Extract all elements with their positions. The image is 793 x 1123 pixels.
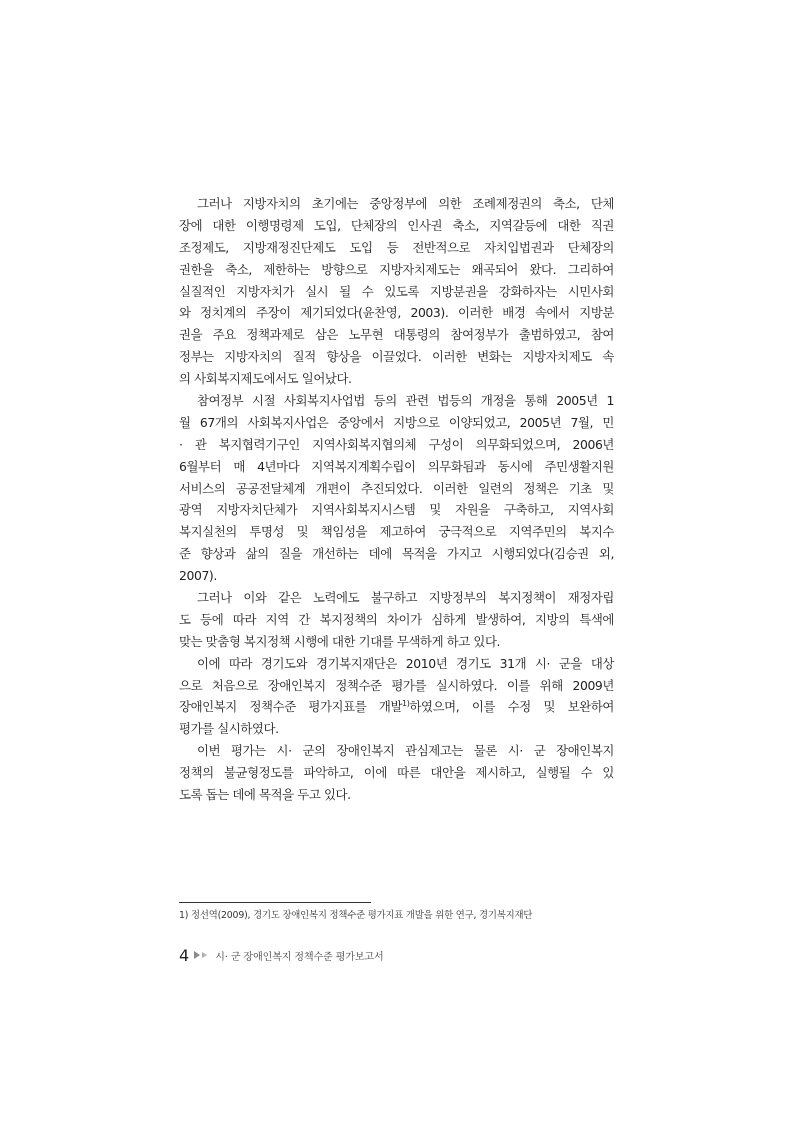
body-line: 의 사회복지제도에서도 일어났다. bbox=[179, 371, 352, 387]
body-line: 맞는 맞춤형 복지정책 시행에 대한 기대를 무색하게 하고 있다. bbox=[179, 633, 501, 649]
body-line: 복지실천의 투명성 및 책임성을 제고하여 궁극적으로 지역주민의 복지수 bbox=[179, 524, 614, 540]
body-line: · 관 복지협력기구인 지역사회복지협의체 구성이 의무화되었으며, 2006년 bbox=[179, 436, 614, 452]
body-line: 도록 돕는 데에 목적을 두고 있다. bbox=[179, 787, 351, 803]
body-line: 광역 지방자치단체가 지역사회복지시스템 및 자원을 구축하고, 지역사회 bbox=[179, 502, 614, 518]
footnote-divider bbox=[179, 902, 371, 903]
triangle-arrow-icon bbox=[194, 951, 200, 959]
body-line: 그러나 이와 같은 노력에도 불구하고 지방정부의 복지정책이 재정자립 bbox=[197, 590, 614, 606]
page-footer bbox=[179, 943, 384, 967]
body-line: 평가를 실시하였다. bbox=[179, 721, 279, 737]
body-line: 권한을 축소, 제한하는 방향으로 지방자치제도는 왜곡되어 왔다. 그리하여 bbox=[179, 261, 614, 277]
body-line-part: 장애인복지 정책수준 평가지표를 개발 bbox=[179, 699, 403, 715]
footnote-marker: 1) bbox=[402, 699, 410, 709]
body-line: 장에 대한 이행명령제 도입, 단체장의 인사권 축소, 지역갈등에 대한 직권 bbox=[179, 217, 614, 233]
body-line: 이번 평가는 시· 군의 장애인복지 관심제고는 물론 시· 군 장애인복지 bbox=[197, 743, 614, 759]
page-number: 4 bbox=[179, 945, 190, 965]
body-line: 월 67개의 사회복지사업은 중앙에서 지방으로 이양되었고, 2005년 7월, 민 bbox=[179, 414, 614, 430]
body-line: 참여정부 시절 사회복지사업법 등의 관련 법등의 개정을 통해 2005년 1 bbox=[197, 393, 614, 409]
body-line: 정책의 불균형정도를 파악하고, 이에 따른 대안을 제시하고, 실행될 수 있 bbox=[179, 765, 614, 781]
body-line: 으로 처음으로 장애인복지 정책수준 평가를 실시하였다. 이를 위해 2009년 bbox=[179, 677, 614, 693]
running-title: 시· 군 장애인복지 정책수준 평가보고서 bbox=[215, 951, 384, 963]
body-line-part: 하였으며, 이를 수정 및 보완하여 bbox=[409, 699, 614, 715]
body-line: 그러나 지방자치의 초기에는 중앙정부에 의한 조례제정권의 축소, 단체 bbox=[197, 196, 614, 211]
body-line: 2007). bbox=[179, 568, 217, 584]
body-line: 도 등에 따라 지역 간 복지정책의 차이가 심하게 발생하여, 지방의 특색에 bbox=[179, 611, 614, 627]
body-line: 서비스의 공공전달체계 개편이 추진되었다. 이러한 일련의 정책은 기초 및 bbox=[179, 480, 614, 496]
body-line: 와 정치계의 주장이 제기되었다(윤찬영, 2003). 이러한 배경 속에서 지방분 bbox=[179, 305, 614, 321]
triangle-arrow-icon bbox=[202, 952, 207, 958]
body-line: 권을 주요 정책과제로 삼은 노무현 대통령의 참여정부가 출범하였고, 참여 bbox=[179, 327, 614, 343]
body-line: 실질적인 지방자치가 실시 될 수 있도록 지방분권을 강화하자는 시민사회 bbox=[179, 283, 614, 299]
footnote: 1) 정선역(2009), 경기도 장애인복지 정책수준 평가지표 개발을 위한 연구, 경기복지재단 bbox=[179, 910, 533, 921]
body-line: 준 향상과 삶의 질을 개선하는 데에 목적을 가지고 시행되었다(김승권 외, bbox=[179, 546, 614, 562]
body-line: 정부는 지방자치의 질적 향상을 이끌었다. 이러한 변화는 지방자치제도 속 bbox=[179, 349, 614, 365]
body-line: 6월부터 매 4년마다 지역복지계획수립이 의무화됨과 동시에 주민생활지원 bbox=[179, 458, 614, 474]
body-line: 조정제도, 지방재정진단제도 도입 등 전반적으로 자치입법권과 단체장의 bbox=[179, 239, 614, 255]
body-text bbox=[179, 193, 614, 806]
body-line bbox=[179, 696, 614, 718]
body-line: 이에 따라 경기도와 경기복지재단은 2010년 경기도 31개 시· 군을 대상 bbox=[197, 655, 614, 671]
